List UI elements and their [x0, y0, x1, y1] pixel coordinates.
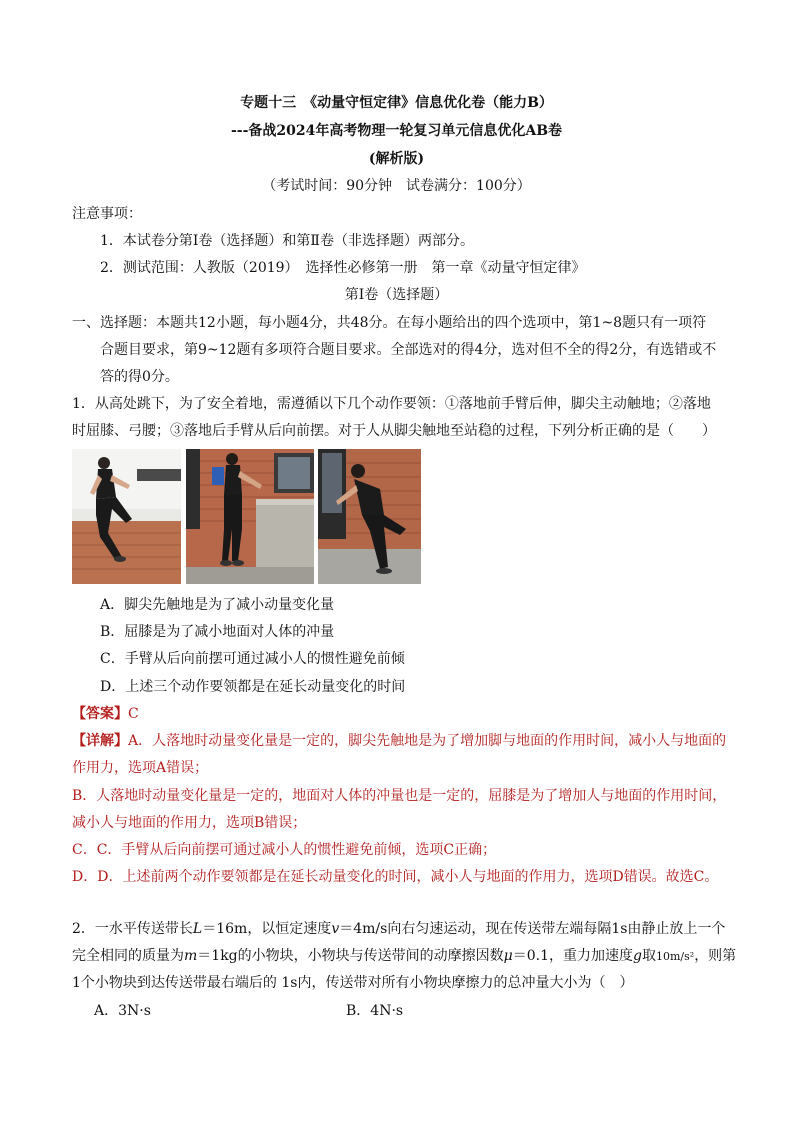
q2-stem-line-2 — [72, 947, 736, 966]
q2-value: ＝1kg — [197, 948, 238, 964]
section-intro-line-2: 合题目要求，第9~12题有多项符合题目要求。全部选对的得4分，选对但不全的得2分，有选错或不 — [100, 342, 717, 358]
q2-value: ＝0.1 — [512, 948, 550, 964]
notes-item-2: 2．测试范围：人教版（2019） 选择性必修第一册 第一章《动量守恒定律》 — [100, 260, 586, 276]
q2-var-mu: μ — [503, 948, 513, 964]
detail-label: 【详解】 — [72, 733, 128, 749]
exam-title: 专题十三 《动量守恒定律》信息优化卷（能力B） — [240, 95, 553, 111]
q1-detail-d: D．D．上述前两个动作要领都是在延长动量变化的时间，减小人与地面的作用力，选项D错误。故选C。 — [72, 869, 719, 885]
section-intro-line-1: 一、选择题：本题共12小题，每小题4分，共48分。在每小题给出的四个选项中，第1~8题只有一项符 — [72, 315, 707, 331]
q2-var-g: g — [633, 948, 642, 964]
section-intro-line-3: 答的得0分。 — [100, 369, 179, 385]
q2-var-v: v — [331, 921, 340, 937]
q1-stem-line-2: 时屈膝、弓腰；③落地后手臂从后向前摆。对于人从脚尖触地至站稳的过程，下列分析正确的是（ ） — [72, 423, 716, 439]
q2-value: 1s — [611, 921, 628, 937]
q1-option-a: A．脚尖先触地是为了减小动量变化量 — [100, 597, 335, 613]
q2-text: ，则第 — [694, 948, 737, 964]
q2-text: 完全相同的质量为 — [72, 948, 184, 964]
q1-answer — [72, 705, 139, 723]
notes-heading: 注意事项： — [72, 206, 142, 222]
q1-detail-c: C．C．手臂从后向前摆可通过减小人的惯性避免前倾，选项C正确； — [72, 842, 497, 858]
q2-var-l: L — [192, 921, 203, 937]
q2-text: 取 — [641, 948, 656, 964]
exam-edition: (解析版) — [368, 151, 425, 167]
q1-detail-b-line-1: B．人落地时动量变化量是一定的，地面对人体的冲量也是一定的，屈膝是为了增加人与地面的作用时间， — [72, 788, 727, 804]
detail-a-text: A．人落地时动量变化量是一定的，脚尖先触地是为了增加脚与地面的作用时间，减小人与地面的 — [128, 733, 727, 749]
q2-var-m: m — [184, 948, 198, 964]
q1-detail-b-line-2: 减小人与地面的作用力，选项B错误； — [72, 815, 307, 831]
q2-text: 2．一水平传送带长 — [72, 921, 193, 937]
q2-text: ，以恒定速度 — [247, 921, 332, 937]
q1-photo-jump-from-wall — [72, 449, 181, 584]
q2-text: ，重力加速度 — [549, 948, 634, 964]
q2-value: ＝4m/s — [339, 921, 388, 937]
exam-subtitle: ---备战2024年高考物理一轮复习单元信息优化AB卷 — [230, 123, 563, 139]
q2-stem-line-3: 1个小物块到达传送带最右端后的 1s内，传送带对所有小物块摩擦力的总冲量大小为（ ） — [72, 975, 634, 991]
notes-item-1: 1．本试卷分第Ⅰ卷（选择题）和第Ⅱ卷（非选择题）两部分。 — [100, 233, 474, 249]
q2-value: ＝16m — [202, 921, 248, 937]
q1-photo-landing — [186, 449, 314, 584]
q1-option-c: C．手臂从后向前摆可通过减小人的惯性避免前倾 — [100, 651, 405, 667]
q1-stem-line-1: 1．从高处跳下，为了安全着地，需遵循以下几个动作要领：①落地前手臂后伸，脚尖主动触地；②落地 — [72, 396, 711, 412]
q1-option-b: B．屈膝是为了减小地面对人体的冲量 — [100, 624, 335, 640]
q1-photo-squat — [318, 449, 421, 584]
answer-label: 【答案】 — [72, 706, 128, 722]
q2-option-b: B．4N·s — [346, 1003, 404, 1019]
q2-text: 向右匀速运动，现在传送带左端每隔 — [387, 921, 612, 937]
exam-info: （考试时间：90分钟 试卷满分：100分） — [262, 178, 531, 194]
q1-detail-a-line-1 — [72, 732, 726, 750]
q1-detail-a-line-2: 作用力，选项A错误； — [72, 760, 209, 776]
q2-stem-line-1 — [72, 920, 725, 938]
q2-option-a: A．3N·s — [94, 1003, 151, 1019]
q1-option-d: D．上述三个动作要领都是在延长动量变化的时间 — [100, 679, 406, 695]
q2-text: 由静止放上一个 — [627, 921, 726, 937]
q2-text: 的小物块，小物块与传送带间的动摩擦因数 — [237, 948, 504, 964]
q2-value: 10m/s² — [655, 950, 695, 963]
section-title: 第Ⅰ卷（选择题） — [344, 287, 449, 303]
answer-value: C — [128, 706, 139, 722]
